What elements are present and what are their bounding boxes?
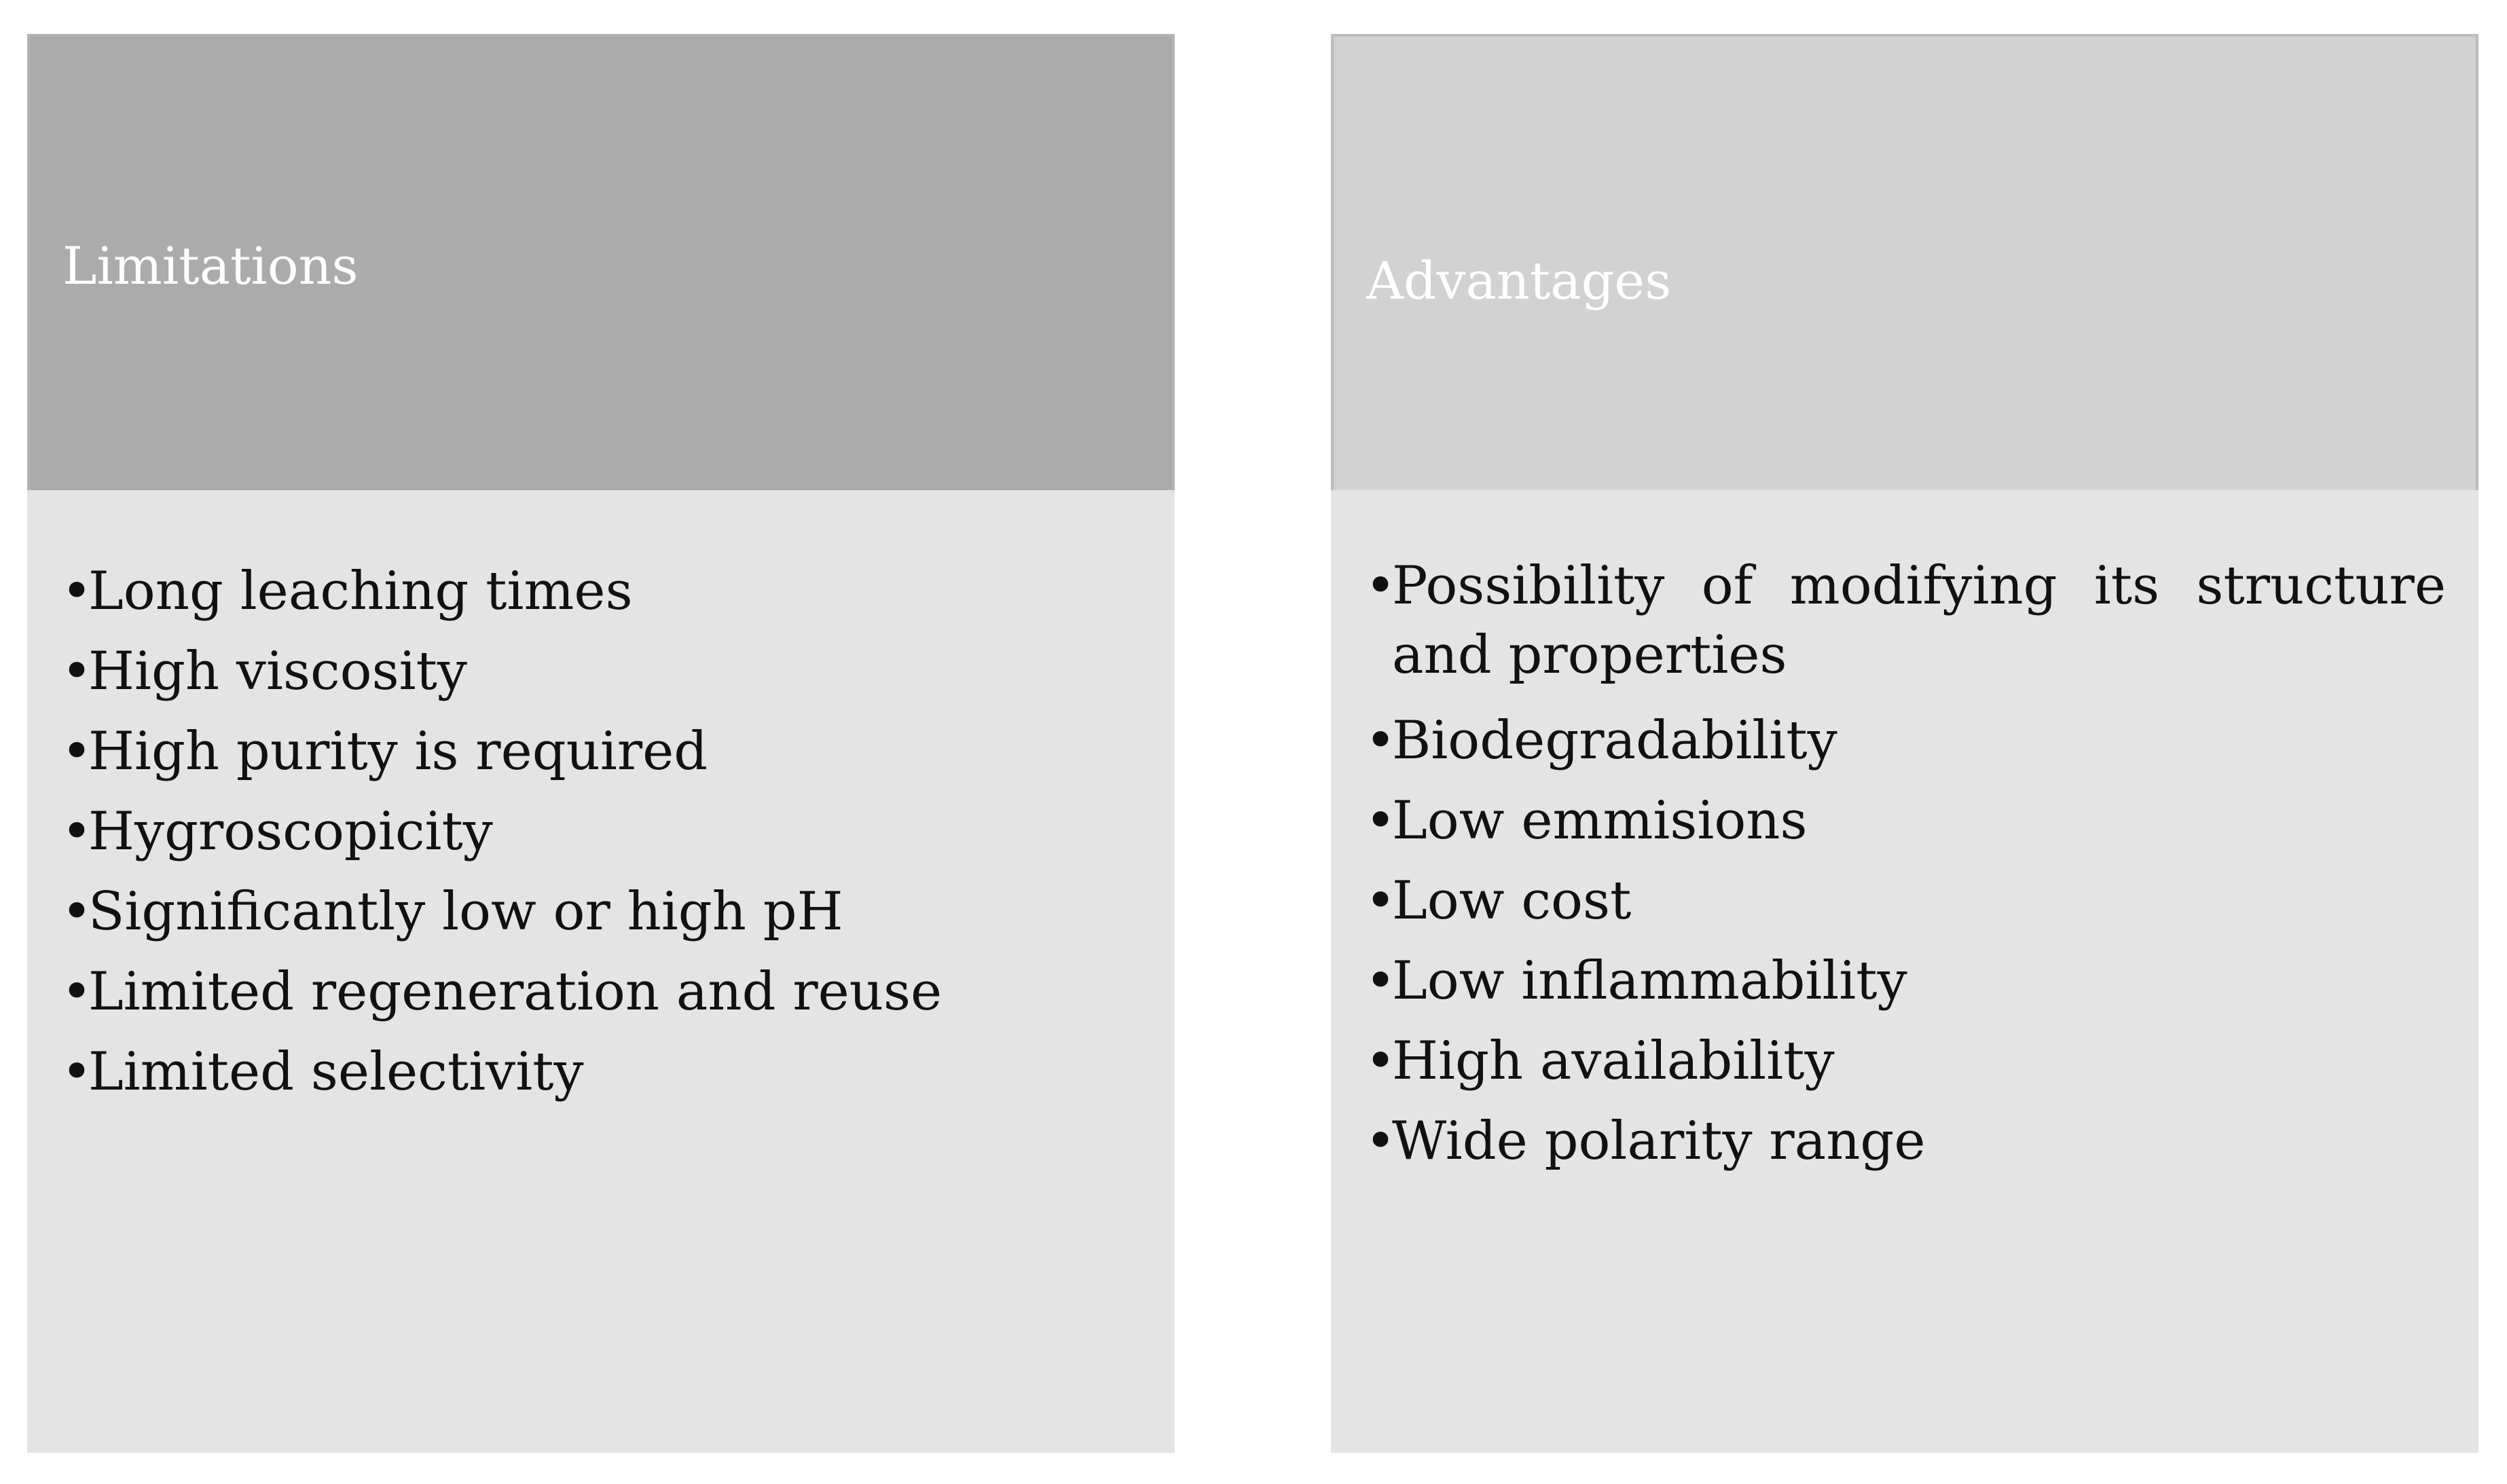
bullet-icon: • xyxy=(1365,555,1397,616)
limitation-text: Long leaching times xyxy=(88,561,633,622)
limitation-item xyxy=(60,551,1142,631)
limitation-text: Limited regeneration and reuse xyxy=(88,961,943,1022)
bullet-icon: • xyxy=(61,721,93,782)
advantage-item xyxy=(1364,941,2446,1021)
bullet-icon: • xyxy=(1365,790,1397,851)
advantage-item xyxy=(1364,1021,2446,1101)
limitation-item xyxy=(60,952,1142,1032)
limitations-list xyxy=(60,551,1142,1112)
advantage-text: Wide polarity range xyxy=(1392,1111,1926,1172)
advantages-body xyxy=(1331,490,2478,1453)
limitations-panel xyxy=(27,34,1175,1453)
advantages-panel xyxy=(1331,34,2478,1453)
bullet-icon: • xyxy=(1365,1111,1397,1172)
advantage-text: Biodegradability xyxy=(1392,710,1837,771)
advantage-text: High availability xyxy=(1392,1031,1835,1092)
limitations-title: Limitations xyxy=(62,236,359,296)
bullet-icon: • xyxy=(1365,870,1397,931)
advantages-header xyxy=(1331,34,2478,490)
limitations-body xyxy=(27,490,1175,1453)
bullet-icon: • xyxy=(1365,950,1397,1012)
bullet-icon: • xyxy=(61,561,93,622)
limitation-item xyxy=(60,792,1142,872)
advantage-item xyxy=(1364,1101,2446,1181)
limitation-item xyxy=(60,872,1142,952)
advantage-item xyxy=(1364,551,2446,701)
limitation-text: High viscosity xyxy=(88,641,467,702)
advantages-list xyxy=(1364,551,2446,1181)
bullet-icon: • xyxy=(61,1041,93,1102)
limitation-text: Limited selectivity xyxy=(88,1041,584,1102)
bullet-icon: • xyxy=(61,801,93,862)
advantage-text: Low emmisions xyxy=(1392,790,1808,851)
advantage-item xyxy=(1364,861,2446,941)
bullet-icon: • xyxy=(61,641,93,702)
advantage-item xyxy=(1364,781,2446,861)
bullet-icon: • xyxy=(1365,1031,1397,1092)
advantage-text: Low inflammability xyxy=(1392,950,1907,1012)
limitation-text: Significantly low or high pH xyxy=(88,881,843,942)
limitation-item xyxy=(60,711,1142,792)
limitation-text: High purity is required xyxy=(88,721,708,782)
advantage-text: Possibility of modifying its structure and properties xyxy=(1392,555,2446,686)
limitation-item xyxy=(60,631,1142,711)
advantages-title: Advantages xyxy=(1366,251,1672,311)
bullet-icon: • xyxy=(61,961,93,1022)
bullet-icon: • xyxy=(61,881,93,942)
advantage-item xyxy=(1364,701,2446,781)
advantage-text: Low cost xyxy=(1392,870,1632,931)
bullet-icon: • xyxy=(1365,710,1397,771)
limitation-text: Hygroscopicity xyxy=(88,801,493,862)
limitations-header xyxy=(27,34,1175,490)
limitation-item xyxy=(60,1032,1142,1112)
